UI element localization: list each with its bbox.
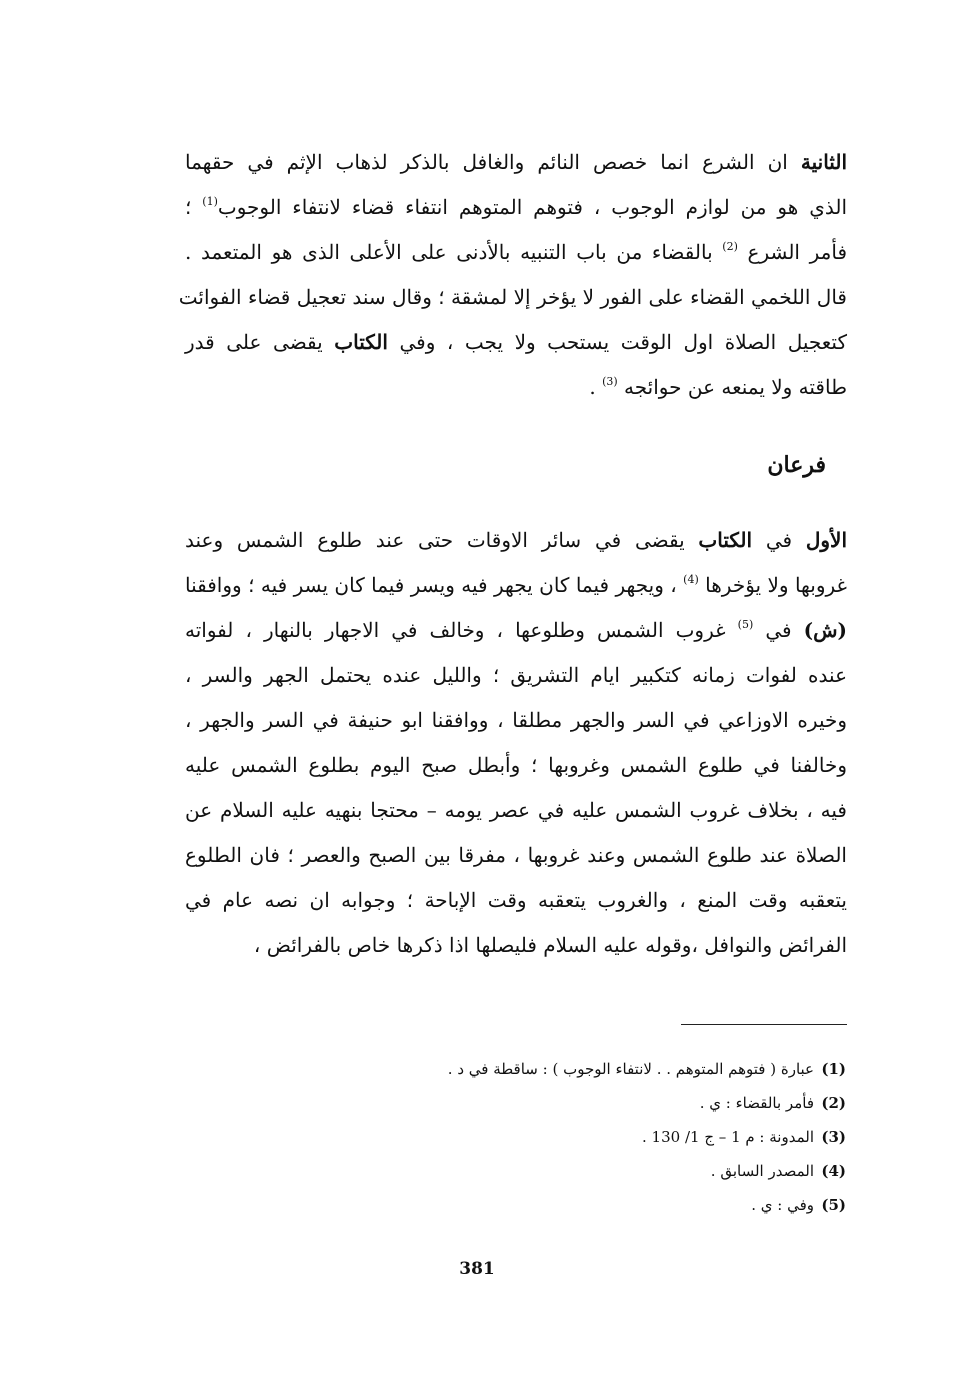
line-text: وخيره الاوزاعي في السر والجهر مطلقا ، ووافقنا ابو حنيفة في السر والجهر ، bbox=[185, 708, 847, 732]
line-text: الصلاة عند طلوع الشمس وعند غروبها ، مفرقا بين الصبح والعصر ؛ فان الطلوع bbox=[185, 843, 847, 867]
text-line bbox=[185, 365, 847, 410]
line-text: فأمر الشرع bbox=[737, 240, 848, 264]
line-text: غروب الشمس وطلوعها ، وخالف في الاجهار بالنهار ، لفواته bbox=[185, 618, 738, 642]
footnote-item bbox=[286, 1188, 846, 1222]
footnote-number: (4) bbox=[821, 1162, 846, 1180]
footnote-item bbox=[286, 1086, 846, 1120]
line-text: في bbox=[753, 618, 804, 642]
text-line bbox=[185, 788, 847, 833]
text-line bbox=[185, 230, 847, 275]
text-line bbox=[185, 698, 847, 743]
footnote-item bbox=[286, 1120, 846, 1154]
text-line bbox=[178, 275, 847, 320]
footnote-text: فأمر بالقضاء : ي . bbox=[699, 1094, 814, 1112]
page-number: 381 bbox=[459, 1259, 495, 1279]
text-line bbox=[185, 320, 847, 365]
text-line bbox=[185, 563, 847, 608]
footnotes bbox=[286, 1052, 846, 1222]
lead-term: الأول bbox=[805, 528, 848, 552]
line-text: بالقضاء من باب التنبيه بالأدنى على الأعلى الذى هو المتعمد . bbox=[185, 240, 723, 264]
text-line bbox=[185, 833, 847, 878]
footnote-separator bbox=[681, 1024, 847, 1025]
line-text: كتعجيل الصلاة اول الوقت يستحب ولا يجب ، وفي bbox=[387, 330, 847, 354]
line-text: الذي هو من لوازم الوجوب ، فتوهم المتوهم انتفاء قضاء لانتفاء الوجوب bbox=[217, 195, 848, 219]
footnote-text: المصدر السابق . bbox=[710, 1162, 814, 1180]
footnote-item bbox=[286, 1052, 846, 1086]
paragraph-first-branch bbox=[185, 518, 847, 968]
line-text: . bbox=[589, 375, 603, 399]
line-text: ان الشرع انما خصص النائم والغافل بالذكر لذهاب الإثم في حقهما bbox=[185, 150, 801, 174]
footnote-marker: (5) bbox=[737, 618, 754, 631]
footnote-marker: (3) bbox=[602, 375, 618, 388]
line-text: يقضى في سائر الاوقات حتى عند طلوع الشمس وعند bbox=[185, 528, 699, 552]
footnote-text: عبارة ( فتوهم المتوهم . . لانتفاء الوجوب ) : ساقطة في د . bbox=[447, 1060, 814, 1078]
book-reference: الكتاب bbox=[334, 330, 388, 354]
footnote-marker: (2) bbox=[722, 240, 738, 253]
line-text: وخالفنا في طلوع الشمس وغروبها ؛ وأبطل صبح اليوم بطلوع الشمس عليه bbox=[185, 753, 847, 777]
text-line bbox=[185, 140, 847, 185]
text-line bbox=[185, 653, 847, 698]
line-text: في bbox=[752, 528, 806, 552]
text-line bbox=[185, 743, 847, 788]
footnote-text: وفي : ي . bbox=[751, 1196, 814, 1214]
line-text: غروبها ولا يؤخرها bbox=[698, 573, 847, 597]
text-line bbox=[185, 518, 847, 563]
line-text: يقضى على قدر bbox=[185, 330, 335, 354]
footnote-text: المدونة : م 1 – ج 1/ 130 . bbox=[642, 1128, 814, 1146]
line-text: ؛ bbox=[185, 195, 203, 219]
footnote-marker: (1) bbox=[202, 195, 218, 208]
paragraph-second-point bbox=[178, 140, 848, 410]
footnote-number: (3) bbox=[821, 1128, 846, 1146]
lead-term: (ش) bbox=[803, 618, 847, 642]
footnote-number: (2) bbox=[821, 1094, 846, 1112]
text-line bbox=[185, 608, 847, 653]
text-line bbox=[185, 185, 847, 230]
line-text: الفرائض والنوافل ،وقوله عليه السلام فليصلها اذا ذكرها خاص بالفرائض ، bbox=[253, 933, 847, 957]
book-reference: الكتاب bbox=[698, 528, 753, 552]
footnote-marker: (4) bbox=[683, 573, 699, 586]
line-text: يتعقبه وقت المنع ، والغروب يتعقبه وقت الإباحة ؛ وجوابه ان نصه عام في bbox=[185, 888, 847, 912]
line-text: عنده لفوات زمانه كتكبير ايام التشريق ؛ والليل عنده يحتمل الجهر والسر ، bbox=[185, 663, 847, 687]
section-heading: فرعان bbox=[767, 452, 826, 478]
line-text: ، ويجهر فيما كان يجهر فيه ويسر فيما كان يسر فيه ؛ ووافقنا bbox=[185, 573, 684, 597]
footnote-number: (5) bbox=[821, 1196, 846, 1214]
line-text: قال اللخمي القضاء على الفور لا يؤخر إلا لمشقة ؛ وقال سند تعجيل قضاء الفوائت bbox=[178, 285, 847, 309]
text-line bbox=[185, 923, 847, 968]
lead-term: الثانية bbox=[800, 150, 847, 174]
line-text: طاقته ولا يمنعه عن حوائجه bbox=[617, 375, 847, 399]
text-line bbox=[185, 878, 847, 923]
line-text: فيه ، بخلاف غروب الشمس عليه في عصر يومه – محتجا بنهيه عليه السلام عن bbox=[185, 798, 847, 822]
footnote-item bbox=[286, 1154, 846, 1188]
footnote-number: (1) bbox=[821, 1060, 846, 1078]
